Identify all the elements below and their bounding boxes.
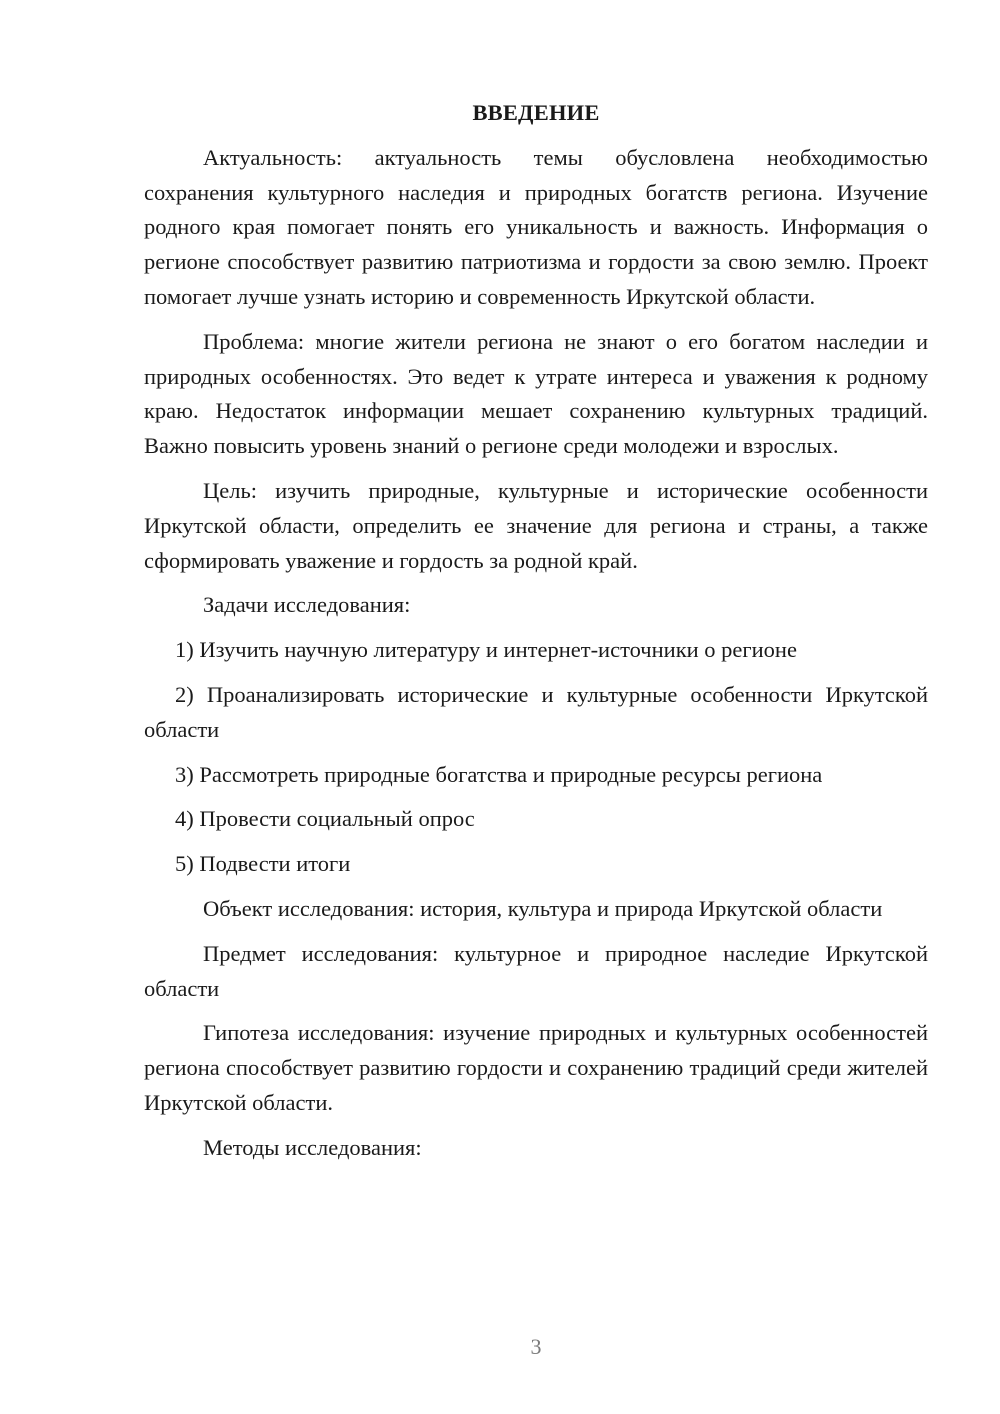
page-heading: ВВЕДЕНИЕ	[472, 100, 600, 125]
methods-heading: Методы исследования:	[203, 1134, 422, 1160]
task-item: 2) Проанализировать исторические и культурные особенности Иркутской области	[144, 681, 928, 742]
task-item: 1) Изучить научную литературу и интернет-источники о регионе	[175, 637, 797, 663]
task-item: 3) Рассмотреть природные богатства и природные ресурсы региона	[175, 761, 823, 787]
task-item: 5) Подвести итоги	[175, 851, 351, 877]
task-item: 4) Провести социальный опрос	[175, 806, 475, 832]
tasks-heading: Задачи исследования:	[203, 592, 411, 618]
goal-paragraph: Цель: изучить природные, культурные и исторические особенности Иркутской области, определить ее значение для региона и страны, а также сформировать уважение и гордость за родной край.	[144, 477, 928, 573]
page-number: 3	[530, 1334, 542, 1359]
relevance-paragraph: Актуальность: актуальность темы обусловлена необходимостью сохранения культурного наследия и природных богатств региона. Изучение родного края помогает понять его уникальность и важность. Информация о регионе способствует развитию патриотизма и гордости за свою землю. Проект помогает лучше узнать историю и современность Иркутской области.	[144, 144, 928, 309]
hypothesis-paragraph: Гипотеза исследования: изучение природных и культурных особенностей региона способствует развитию гордости и сохранению традиций среди жителей Иркутской области.	[144, 1020, 928, 1115]
subject-paragraph: Предмет исследования: культурное и природное наследие Иркутской области	[144, 940, 928, 1001]
object-paragraph: Объект исследования: история, культура и природа Иркутской области	[203, 895, 883, 921]
page-content	[144, 96, 928, 1176]
problem-paragraph: Проблема: многие жители региона не знают о его богатом наследии и природных особенностях. Это ведет к утрате интереса и уважения к родному краю. Недостаток информации мешает сохранению культурных традиций. Важно повысить уровень знаний о регионе среди молодежи и взрослых.	[144, 328, 928, 459]
